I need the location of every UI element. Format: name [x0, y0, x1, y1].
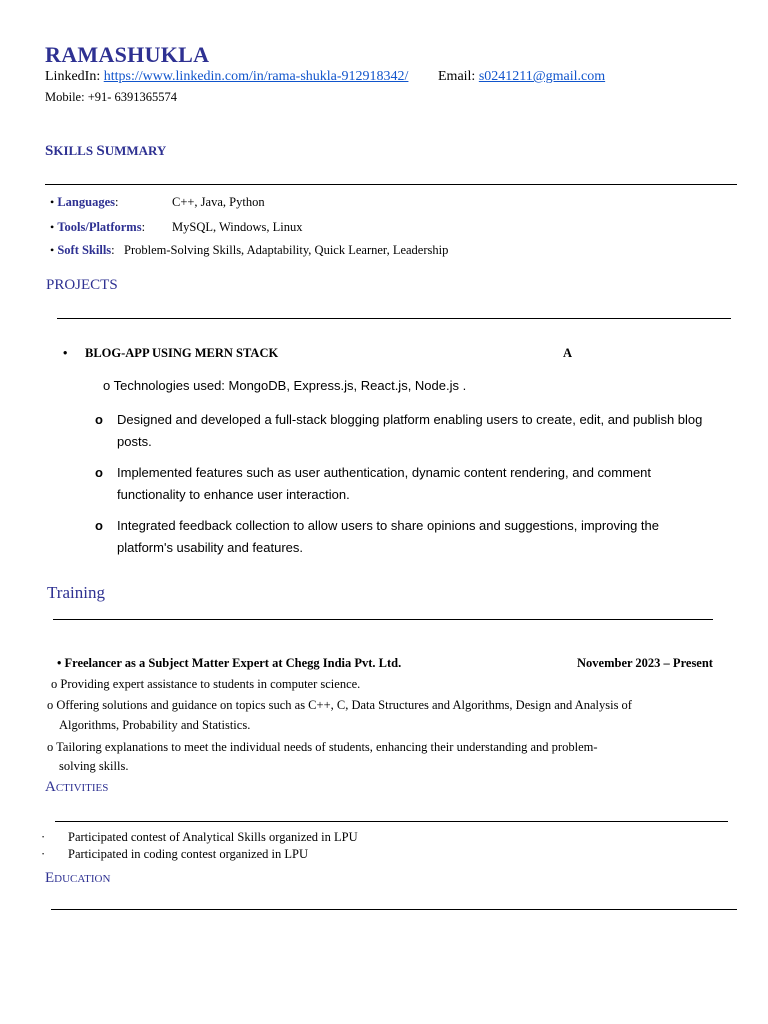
projects-heading: PROJECTS: [46, 277, 118, 293]
bullet-icon: ·: [41, 847, 46, 861]
skill-item: • Languages:: [50, 195, 119, 209]
linkedin-row: [45, 69, 408, 85]
training-role: • Freelancer as a Subject Matter Expert at Chegg India Pvt. Ltd.: [57, 656, 402, 670]
training-point-cont: solving skills.: [59, 759, 129, 773]
activity-item: Participated contest of Analytical Skills organized in LPU: [68, 830, 358, 844]
training-point: o Tailoring explanations to meet the individual needs of students, enhancing their understanding and problem-: [47, 740, 598, 754]
skill-value: MySQL, Windows, Linux: [172, 220, 303, 234]
skills-divider: [45, 184, 737, 185]
projects-divider: [57, 318, 731, 319]
linkedin-link[interactable]: https://www.linkedin.com/in/rama-shukla-912918342/: [103, 69, 409, 84]
skill-item: • Tools/Platforms:: [50, 220, 146, 234]
training-point-cont: Algorithms, Probability and Statistics.: [59, 718, 251, 732]
project-tech: o Technologies used: MongoDB, Express.js, React.js, Node.js .: [103, 378, 467, 393]
education-heading: EDUCATION: [45, 870, 111, 886]
skill-value: C++, Java, Python: [172, 195, 265, 209]
email-row: [438, 69, 605, 85]
mobile-number: Mobile: +91- 6391365574: [45, 90, 178, 104]
project-point: Implemented features such as user authentication, dynamic content rendering, and comment functionality to enhance user interaction.: [117, 465, 652, 502]
training-point: o Offering solutions and guidance on topics such as C++, C, Data Structures and Algorithms, Design and Analysis of: [47, 698, 632, 712]
training-heading: Training: [47, 583, 105, 602]
linkedin-label: LinkedIn:: [45, 69, 101, 84]
bullet-icon: ·: [41, 830, 46, 844]
skills-heading: SKILLS SUMMARY: [45, 143, 167, 159]
training-divider: [53, 619, 713, 620]
bullet-icon: o: [95, 465, 103, 480]
education-divider: [51, 909, 737, 910]
project-point: Designed and developed a full-stack blogging platform enabling users to create, edit, and publish blog posts.: [117, 412, 703, 449]
project-point: Integrated feedback collection to allow users to share opinions and suggestions, improving the platform's usability and features.: [117, 518, 659, 555]
project-bullet: •: [63, 346, 68, 360]
skill-item: • Soft Skills: Problem-Solving Skills, Adaptability, Quick Learner, Leadership: [50, 243, 449, 257]
activities-heading: ACTIVITIES: [45, 779, 109, 795]
project-title: BLOG-APP USING MERN STACK: [85, 346, 279, 360]
training-point: o Providing expert assistance to students in computer science.: [51, 677, 361, 691]
bullet-icon: o: [95, 412, 103, 427]
training-dates: November 2023 – Present: [577, 656, 713, 670]
bullet-icon: o: [95, 518, 103, 533]
email-label: Email:: [438, 69, 476, 84]
email-link[interactable]: s0241211@gmail.com: [478, 69, 606, 84]
activity-item: Participated in coding contest organized in LPU: [68, 847, 308, 861]
candidate-name: RAMASHUKLA: [45, 42, 210, 67]
activities-divider: [55, 821, 728, 822]
project-marker: A: [563, 346, 573, 360]
